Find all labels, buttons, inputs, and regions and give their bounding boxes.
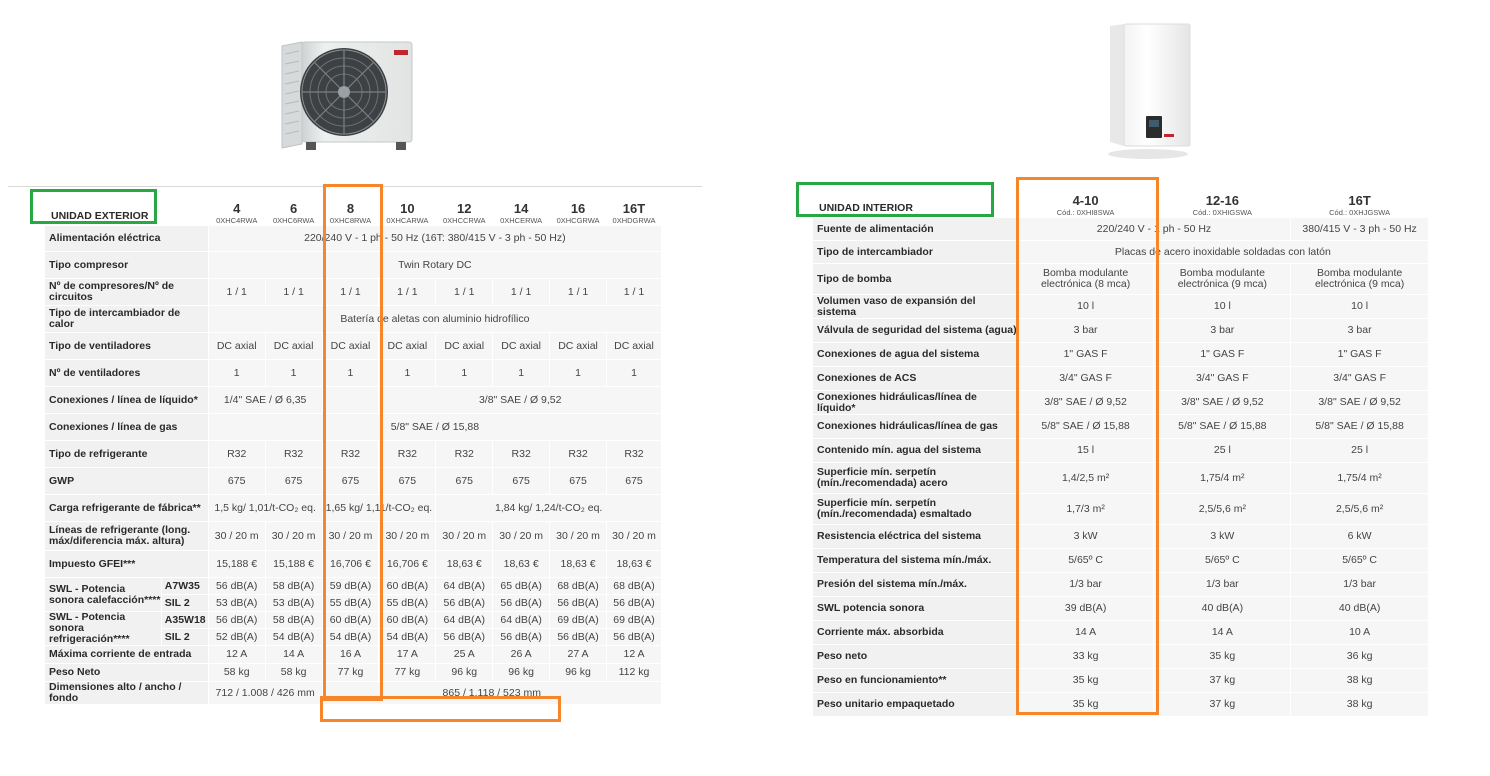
cell-value: 30 / 20 m	[436, 522, 493, 551]
table-row	[45, 306, 662, 333]
cell-value: 56 dB(A)	[208, 578, 265, 595]
cell-value: 68 dB(A)	[550, 578, 607, 595]
table-row	[45, 387, 662, 414]
swl-label: SWL - Potencia sonora refrigeración****	[45, 612, 162, 646]
cell-value: 675	[493, 468, 550, 495]
exterior-model-header	[208, 192, 265, 226]
cell-value: 56 dB(A)	[550, 629, 607, 646]
cell-value: 56 dB(A)	[607, 595, 662, 612]
row-label: Tipo de intercambiador de calor	[45, 306, 209, 333]
cell-value: Batería de aletas con aluminio hidrofílico	[208, 306, 661, 333]
cell-value: 56 dB(A)	[436, 595, 493, 612]
table-row	[45, 252, 662, 279]
cell-value: DC axial	[379, 333, 436, 360]
cell-value: 35 kg	[1017, 669, 1154, 693]
interior-model-header	[1154, 184, 1291, 218]
cell-value: Placas de acero inoxidable soldadas con latón	[1017, 241, 1428, 264]
model-number: 4-10	[1072, 193, 1099, 208]
cell-value: 96 kg	[493, 664, 550, 682]
cell-value: 1 / 1	[493, 279, 550, 306]
cell-value: 1 / 1	[607, 279, 662, 306]
swl-condition: SIL 2	[161, 629, 208, 646]
cell-value: 54 dB(A)	[265, 629, 322, 646]
cell-value: 25 A	[436, 646, 493, 664]
cell-value: R32	[322, 441, 379, 468]
cell-value: 35 kg	[1017, 693, 1154, 717]
exterior-header-row	[45, 192, 662, 226]
table-row	[813, 343, 1429, 367]
exterior-model-header	[379, 192, 436, 226]
model-code: 0XHC6RWA	[272, 216, 315, 225]
row-label: Temperatura del sistema mín./máx.	[813, 549, 1018, 573]
cell-value: 12 A	[607, 646, 662, 664]
cell-value: 1,75/4 m²	[1154, 463, 1291, 494]
cell-value: 56 dB(A)	[208, 612, 265, 629]
cell-value: 6 kW	[1291, 525, 1429, 549]
cell-value: 37 kg	[1154, 669, 1291, 693]
cell-value: 96 kg	[436, 664, 493, 682]
swl-condition: SIL 2	[161, 595, 208, 612]
cell-value: 2,5/5,6 m²	[1154, 494, 1291, 525]
cell-value: 36 kg	[1291, 645, 1429, 669]
cell-value: 55 dB(A)	[379, 595, 436, 612]
row-label: Corriente máx. absorbida	[813, 621, 1018, 645]
cell-value: 3/8" SAE / Ø 9,52	[1291, 391, 1429, 415]
row-label: Carga refrigerante de fábrica**	[45, 495, 209, 522]
row-label: Nº de ventiladores	[45, 360, 209, 387]
cell-value: 1 / 1	[265, 279, 322, 306]
cell-value: 675	[379, 468, 436, 495]
cell-value: 30 / 20 m	[379, 522, 436, 551]
cell-value: 1 / 1	[379, 279, 436, 306]
row-label: Alimentación eléctrica	[45, 226, 209, 252]
row-label: Tipo de refrigerante	[45, 441, 209, 468]
row-label: Tipo compresor	[45, 252, 209, 279]
cell-value: 60 dB(A)	[379, 578, 436, 595]
model-number: 16	[570, 201, 586, 216]
cell-value: 1" GAS F	[1291, 343, 1429, 367]
model-number: 14	[513, 201, 529, 216]
table-row	[813, 693, 1429, 717]
table-row	[45, 578, 662, 595]
exterior-model-header	[550, 192, 607, 226]
table-row	[45, 279, 662, 306]
cell-value: 33 kg	[1017, 645, 1154, 669]
cell-value: 675	[322, 468, 379, 495]
cell-value: 10 l	[1154, 295, 1291, 319]
cell-value: 30 / 20 m	[607, 522, 662, 551]
cell-value: 675	[607, 468, 662, 495]
cell-value: 27 A	[550, 646, 607, 664]
cell-value: 53 dB(A)	[265, 595, 322, 612]
table-row	[45, 414, 662, 441]
cell-value: 58 kg	[208, 664, 265, 682]
cell-value: 35 kg	[1154, 645, 1291, 669]
cell-value: 1 / 1	[208, 279, 265, 306]
exterior-model-header	[322, 192, 379, 226]
table-row	[45, 360, 662, 387]
model-code: 0XHC8RWA	[329, 216, 372, 225]
cell-value: 1/3 bar	[1017, 573, 1154, 597]
cell-value: 64 dB(A)	[493, 612, 550, 629]
cell-value: 54 dB(A)	[322, 629, 379, 646]
cell-value: 1" GAS F	[1017, 343, 1154, 367]
cell-value: 865 / 1.118 / 523 mm	[322, 682, 661, 705]
cell-value: 69 dB(A)	[607, 612, 662, 629]
table-row	[813, 218, 1429, 241]
cell-value: 25 l	[1291, 439, 1429, 463]
cell-value: 675	[208, 468, 265, 495]
cell-value: 38 kg	[1291, 669, 1429, 693]
cell-value: 58 dB(A)	[265, 612, 322, 629]
row-label: Fuente de alimentación	[813, 218, 1018, 241]
model-number: 12-16	[1205, 193, 1239, 208]
table-row	[813, 669, 1429, 693]
cell-value: 30 / 20 m	[550, 522, 607, 551]
cell-value: 1 / 1	[550, 279, 607, 306]
table-row	[813, 415, 1429, 439]
cell-value: Bomba modulante electrónica (9 mca)	[1291, 264, 1429, 295]
cell-value: 56 dB(A)	[550, 595, 607, 612]
cell-value: 60 dB(A)	[322, 612, 379, 629]
table-row	[45, 226, 662, 252]
cell-value: 65 dB(A)	[493, 578, 550, 595]
exterior-spec-table	[44, 191, 662, 705]
cell-value: 14 A	[265, 646, 322, 664]
row-label: Conexiones de ACS	[813, 367, 1018, 391]
table-row	[45, 646, 662, 664]
cell-value: 16,706 €	[322, 551, 379, 578]
table-row	[813, 549, 1429, 573]
cell-value: 3 bar	[1291, 319, 1429, 343]
cell-value: 10 l	[1017, 295, 1154, 319]
interior-title: UNIDAD INTERIOR	[813, 184, 1018, 218]
table-row	[813, 439, 1429, 463]
interior-header-row	[813, 184, 1429, 218]
model-code: Cód.: 0XHI8SWA	[1056, 208, 1115, 217]
model-number: 6	[289, 201, 298, 216]
cell-value: 64 dB(A)	[436, 612, 493, 629]
row-label: Tipo de bomba	[813, 264, 1018, 295]
cell-value: 1	[379, 360, 436, 387]
table-row	[813, 494, 1429, 525]
cell-value: 1,84 kg/ 1,24/t-CO₂ eq.	[436, 495, 662, 522]
cell-value: 37 kg	[1154, 693, 1291, 717]
cell-value: 220/240 V - 1 ph - 50 Hz	[1017, 218, 1291, 241]
row-label: Superficie mín. serpetín (mín./recomendada) esmaltado	[813, 494, 1018, 525]
row-label: SWL potencia sonora	[813, 597, 1018, 621]
cell-value: R32	[436, 441, 493, 468]
cell-value: 56 dB(A)	[493, 595, 550, 612]
model-code: Cód.: 0XHIGSWA	[1192, 208, 1252, 217]
exterior-model-header	[493, 192, 550, 226]
indoor-unit-image	[1100, 22, 1196, 160]
cell-value: 30 / 20 m	[265, 522, 322, 551]
cell-value: 77 kg	[322, 664, 379, 682]
cell-value: 56 dB(A)	[493, 629, 550, 646]
cell-value: 3/8" SAE / Ø 9,52	[1154, 391, 1291, 415]
divider-line	[8, 186, 702, 187]
table-row	[813, 573, 1429, 597]
interior-model-header	[1017, 184, 1154, 218]
cell-value: R32	[550, 441, 607, 468]
table-row	[813, 645, 1429, 669]
cell-value: 39 dB(A)	[1017, 597, 1154, 621]
cell-value: 58 dB(A)	[265, 578, 322, 595]
cell-value: DC axial	[436, 333, 493, 360]
cell-value: 3/4" GAS F	[1291, 367, 1429, 391]
cell-value: 38 kg	[1291, 693, 1429, 717]
row-label: Resistencia eléctrica del sistema	[813, 525, 1018, 549]
table-row	[45, 441, 662, 468]
cell-value: 16 A	[322, 646, 379, 664]
cell-value: 96 kg	[550, 664, 607, 682]
cell-value: 52 dB(A)	[208, 629, 265, 646]
cell-value: 5/65º C	[1291, 549, 1429, 573]
cell-value: 17 A	[379, 646, 436, 664]
cell-value: 5/65º C	[1017, 549, 1154, 573]
row-label: Conexiones / línea de líquido*	[45, 387, 209, 414]
row-label: Tipo de intercambiador	[813, 241, 1018, 264]
cell-value: 1/4" SAE / Ø 6,35	[208, 387, 322, 414]
table-row	[45, 551, 662, 578]
cell-value: 60 dB(A)	[379, 612, 436, 629]
model-number: 8	[346, 201, 355, 216]
cell-value: 3/4" GAS F	[1017, 367, 1154, 391]
cell-value: 1	[607, 360, 662, 387]
cell-value: 18,63 €	[550, 551, 607, 578]
cell-value: 10 l	[1291, 295, 1429, 319]
exterior-title: UNIDAD EXTERIOR	[45, 192, 209, 226]
cell-value: 54 dB(A)	[379, 629, 436, 646]
cell-value: 3/8" SAE / Ø 9,52	[1017, 391, 1154, 415]
cell-value: Bomba modulante electrónica (9 mca)	[1154, 264, 1291, 295]
cell-value: 18,63 €	[436, 551, 493, 578]
cell-value: 1/3 bar	[1154, 573, 1291, 597]
cell-value: 15 l	[1017, 439, 1154, 463]
cell-value: 712 / 1.008 / 426 mm	[208, 682, 322, 705]
row-label: Volumen vaso de expansión del sistema	[813, 295, 1018, 319]
row-label: Impuesto GFEI***	[45, 551, 209, 578]
exterior-model-header	[436, 192, 493, 226]
cell-value: 1/3 bar	[1291, 573, 1429, 597]
table-row	[813, 597, 1429, 621]
cell-value: Twin Rotary DC	[208, 252, 661, 279]
cell-value: 3 kW	[1154, 525, 1291, 549]
cell-value: 3 bar	[1017, 319, 1154, 343]
cell-value: 55 dB(A)	[322, 595, 379, 612]
cell-value: 5/8" SAE / Ø 15,88	[1291, 415, 1429, 439]
cell-value: DC axial	[208, 333, 265, 360]
row-label: Peso Neto	[45, 664, 209, 682]
swl-condition: A35W18	[161, 612, 208, 629]
table-row	[813, 463, 1429, 494]
cell-value: 3 bar	[1154, 319, 1291, 343]
row-label: Superficie mín. serpetín (mín./recomendada) acero	[813, 463, 1018, 494]
cell-value: 1	[208, 360, 265, 387]
cell-value: DC axial	[322, 333, 379, 360]
cell-value: 2,5/5,6 m²	[1291, 494, 1429, 525]
cell-value: R32	[208, 441, 265, 468]
table-row	[45, 522, 662, 551]
row-label: Conexiones / línea de gas	[45, 414, 209, 441]
cell-value: 40 dB(A)	[1291, 597, 1429, 621]
cell-value: 5/65º C	[1154, 549, 1291, 573]
cell-value: 30 / 20 m	[208, 522, 265, 551]
model-code: 0XHCGRWA	[556, 216, 600, 225]
cell-value: 18,63 €	[607, 551, 662, 578]
cell-value: 64 dB(A)	[436, 578, 493, 595]
cell-value: 59 dB(A)	[322, 578, 379, 595]
cell-value: 15,188 €	[265, 551, 322, 578]
cell-value: 220/240 V - 1 ph - 50 Hz (16T: 380/415 V - 3 ph - 50 Hz)	[208, 226, 661, 252]
cell-value: 1	[436, 360, 493, 387]
cell-value: 58 kg	[265, 664, 322, 682]
cell-value: 14 A	[1154, 621, 1291, 645]
cell-value: 15,188 €	[208, 551, 265, 578]
table-row	[813, 525, 1429, 549]
exterior-model-header	[607, 192, 662, 226]
cell-value: DC axial	[493, 333, 550, 360]
cell-value: 675	[436, 468, 493, 495]
row-label: Líneas de refrigerante (long. máx/diferencia máx. altura)	[45, 522, 209, 551]
cell-value: 5/8" SAE / Ø 15,88	[1017, 415, 1154, 439]
model-number: 16T	[1348, 193, 1371, 208]
cell-value: 675	[265, 468, 322, 495]
cell-value: 1,65 kg/ 1,11/t-CO₂ eq.	[322, 495, 436, 522]
table-row	[45, 612, 662, 629]
row-label: Peso neto	[813, 645, 1018, 669]
cell-value: 77 kg	[379, 664, 436, 682]
row-label: Peso unitario empaquetado	[813, 693, 1018, 717]
cell-value	[322, 387, 379, 414]
cell-value: 30 / 20 m	[493, 522, 550, 551]
cell-value: 3/8" SAE / Ø 9,52	[379, 387, 662, 414]
outdoor-unit-image	[276, 40, 416, 158]
table-row	[813, 295, 1429, 319]
cell-value: DC axial	[550, 333, 607, 360]
row-label: Tipo de ventiladores	[45, 333, 209, 360]
cell-value: 16,706 €	[379, 551, 436, 578]
table-row	[813, 391, 1429, 415]
cell-value: 1,7/3 m²	[1017, 494, 1154, 525]
cell-value: 380/415 V - 3 ph - 50 Hz	[1291, 218, 1429, 241]
table-row	[45, 495, 662, 522]
cell-value: 1,5 kg/ 1,01/t-CO₂ eq.	[208, 495, 322, 522]
row-label: Conexiones de agua del sistema	[813, 343, 1018, 367]
interior-model-header	[1291, 184, 1429, 218]
cell-value: 1,75/4 m²	[1291, 463, 1429, 494]
model-number: 10	[400, 201, 415, 216]
cell-value: 1 / 1	[322, 279, 379, 306]
model-number: 12	[457, 201, 472, 216]
cell-value: 1	[265, 360, 322, 387]
cell-value: 18,63 €	[493, 551, 550, 578]
row-label: Conexiones hidráulicas/línea de gas	[813, 415, 1018, 439]
cell-value: 53 dB(A)	[208, 595, 265, 612]
cell-value: Bomba modulante electrónica (8 mca)	[1017, 264, 1154, 295]
cell-value: R32	[607, 441, 662, 468]
cell-value: 1	[493, 360, 550, 387]
cell-value: 10 A	[1291, 621, 1429, 645]
table-row	[813, 241, 1429, 264]
model-code: 0XHCARWA	[386, 216, 429, 225]
cell-value: 3 kW	[1017, 525, 1154, 549]
cell-value: 112 kg	[607, 664, 662, 682]
table-row	[45, 468, 662, 495]
cell-value: 12 A	[208, 646, 265, 664]
interior-spec-table	[812, 183, 1429, 717]
cell-value: 3/4" GAS F	[1154, 367, 1291, 391]
cell-value: 5/8" SAE / Ø 15,88	[208, 414, 661, 441]
cell-value: 5/8" SAE / Ø 15,88	[1154, 415, 1291, 439]
table-row	[45, 664, 662, 682]
cell-value: 1	[322, 360, 379, 387]
table-row	[45, 333, 662, 360]
cell-value: R32	[265, 441, 322, 468]
model-code: 0XHCERWA	[500, 216, 543, 225]
model-code: 0XHC4RWA	[216, 216, 258, 225]
row-label: Dimensiones alto / ancho / fondo	[45, 682, 209, 705]
cell-value: 69 dB(A)	[550, 612, 607, 629]
row-label: Contenido mín. agua del sistema	[813, 439, 1018, 463]
cell-value: R32	[379, 441, 436, 468]
cell-value: 40 dB(A)	[1154, 597, 1291, 621]
row-label: Presión del sistema mín./máx.	[813, 573, 1018, 597]
model-number: 16T	[622, 201, 646, 216]
swl-condition: A7W35	[161, 578, 208, 595]
model-code: 0XHCCRWA	[443, 216, 486, 225]
table-row	[813, 264, 1429, 295]
row-label: Peso en funcionamiento**	[813, 669, 1018, 693]
model-code: Cód.: 0XHJGSWA	[1329, 208, 1391, 217]
cell-value: 14 A	[1017, 621, 1154, 645]
row-label: GWP	[45, 468, 209, 495]
row-label: Conexiones hidráulicas/línea de líquido*	[813, 391, 1018, 415]
cell-value: 1 / 1	[436, 279, 493, 306]
exterior-model-header	[265, 192, 322, 226]
model-number: 4	[233, 201, 241, 216]
cell-value: 26 A	[493, 646, 550, 664]
cell-value: 25 l	[1154, 439, 1291, 463]
cell-value: 1	[550, 360, 607, 387]
table-row	[45, 682, 662, 705]
model-code: 0XHDGRWA	[612, 216, 656, 225]
cell-value: DC axial	[607, 333, 662, 360]
table-row	[813, 621, 1429, 645]
cell-value: 30 / 20 m	[322, 522, 379, 551]
row-label: Válvula de seguridad del sistema (agua)	[813, 319, 1018, 343]
cell-value: DC axial	[265, 333, 322, 360]
table-row	[813, 367, 1429, 391]
swl-label: SWL - Potencia sonora calefacción****	[45, 578, 162, 612]
row-label: Nº de compresores/Nº de circuitos	[45, 279, 209, 306]
cell-value: 56 dB(A)	[436, 629, 493, 646]
row-label: Máxima corriente de entrada	[45, 646, 209, 664]
cell-value: R32	[493, 441, 550, 468]
table-row	[813, 319, 1429, 343]
cell-value: 68 dB(A)	[607, 578, 662, 595]
cell-value: 675	[550, 468, 607, 495]
cell-value: 1" GAS F	[1154, 343, 1291, 367]
cell-value: 56 dB(A)	[607, 629, 662, 646]
cell-value: 1,4/2,5 m²	[1017, 463, 1154, 494]
